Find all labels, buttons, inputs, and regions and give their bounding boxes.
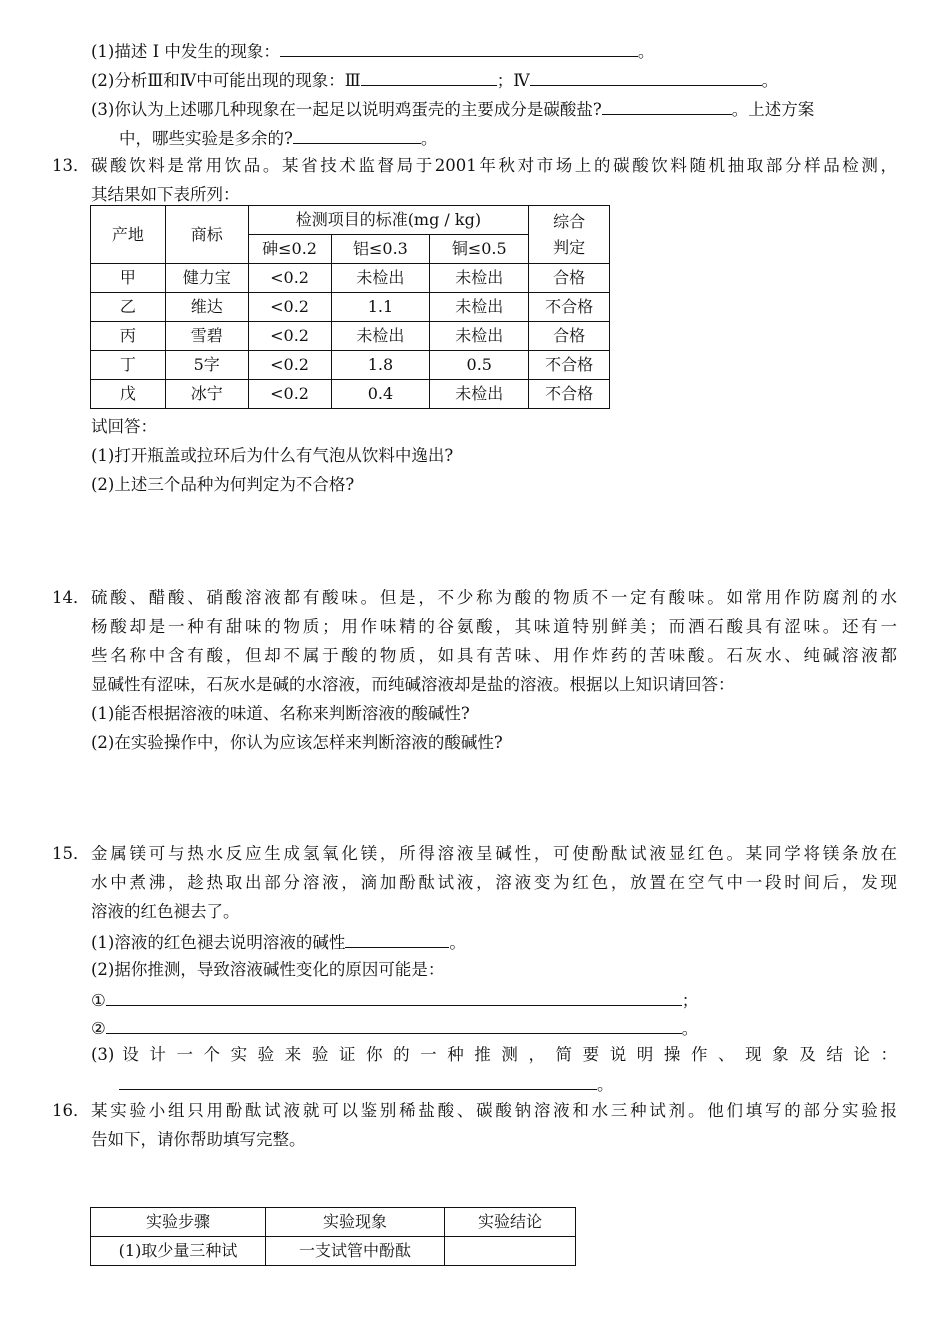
q14-stem-line1: 硫酸、醋酸、硝酸溶液都有酸味。但是，不少称为酸的物质不一定有酸味。如常用作防腐剂的水 — [91, 588, 897, 607]
q14-sub1: (1)能否根据溶液的味道、名称来判断溶液的酸碱性? — [91, 704, 470, 723]
q13-cell: 未检出 — [430, 380, 529, 409]
q13-sub2: (2)上述三个品种为何判定为不合格? — [91, 475, 355, 494]
q13-cell: 1.1 — [331, 293, 430, 322]
q13-cell: 冰宁 — [165, 380, 248, 409]
q16-table — [90, 1207, 576, 1266]
q15-sub3-end: 。 — [597, 1075, 614, 1094]
q13-stem-line1: 碳酸饮料是常用饮品。某省技术监督局于2001年秋对市场上的碳酸饮料随机抽取部分样品检测， — [91, 156, 897, 175]
q14-stem-line4: 显碱性有涩味，石灰水是碱的水溶液，而纯碱溶液却是盐的溶液。根据以上知识请回答： — [91, 675, 735, 694]
q12-sub2-blank-iv[interactable] — [530, 65, 762, 86]
q15-sub2: (2)据你推测，导致溶液碱性变化的原因可能是： — [91, 960, 445, 979]
q13-cell: 丙 — [91, 322, 166, 351]
q13-cell: 不合格 — [529, 293, 610, 322]
q15-item2 — [91, 1013, 698, 1043]
q13-cell: 1.8 — [331, 351, 430, 380]
q12-sub3-text: (3)你认为上述哪几种现象在一起足以说明鸡蛋壳的主要成分是碳酸盐? — [91, 100, 602, 119]
q14-sub2: (2)在实验操作中，你认为应该怎样来判断溶液的酸碱性? — [91, 733, 503, 752]
q13-th-judge-2: 判定 — [553, 237, 586, 257]
q13-th-standard: 检测项目的标准(mg / kg) — [248, 206, 529, 235]
q15-item1-mark: ① — [91, 991, 106, 1010]
q13-cell: 雪碧 — [165, 322, 248, 351]
q13-cell: <0.2 — [248, 293, 331, 322]
q12-sub3-blank1[interactable] — [602, 94, 732, 115]
q16-cell-conclusion1[interactable] — [445, 1237, 576, 1266]
q12-sub2-sep: ；Ⅳ — [496, 71, 530, 90]
q13-sub1: (1)打开瓶盖或拉环后为什么有气泡从饮料中逸出? — [91, 446, 454, 465]
q12-sub1-blank[interactable] — [280, 36, 638, 57]
q15-sub1-end: 。 — [449, 933, 466, 952]
q13-cell: 未检出 — [430, 322, 529, 351]
q13-th-judge — [529, 206, 610, 264]
q13-cell: <0.2 — [248, 380, 331, 409]
q12-sub2-blank-iii[interactable] — [361, 65, 497, 86]
table-row — [91, 264, 610, 293]
q13-th-origin: 产地 — [91, 206, 166, 264]
q15-stem-line1: 金属镁可与热水反应生成氢氧化镁，所得溶液呈碱性，可使酚酞试液显红色。某同学将镁条放在 — [91, 844, 897, 863]
q15-sub3-answer — [119, 1069, 614, 1099]
q13-cell: 乙 — [91, 293, 166, 322]
q15-sub3-blank[interactable] — [119, 1069, 597, 1090]
q12-sub3-line2-text: 中，哪些实验是多余的? — [119, 129, 293, 148]
q12-sub2-end: 。 — [761, 71, 779, 90]
q16-stem-line1: 某实验小组只用酚酞试液就可以鉴别稀盐酸、碳酸钠溶液和水三种试剂。他们填写的部分实验报 — [91, 1101, 897, 1120]
q16-number: 16． — [52, 1101, 90, 1120]
q13-th-arsenic: 砷≤0.2 — [248, 235, 331, 264]
q15-sub1 — [91, 927, 466, 957]
q12-sub3-blank2[interactable] — [293, 123, 421, 144]
q13-cell: 0.5 — [430, 351, 529, 380]
q15-sub1-text: (1)溶液的红色褪去说明溶液的碱性 — [91, 933, 346, 952]
q14-stem-line3: 些名称中含有酸，但却不属于酸的物质，如具有苦味、用作炸药的苦味酸。石灰水、纯碱溶液都 — [91, 646, 897, 665]
q12-sub3-line2-end: 。 — [420, 129, 438, 148]
q16-cell-step1: (1)取少量三种试 — [91, 1237, 266, 1266]
q14-number: 14． — [52, 588, 90, 607]
table-row — [91, 351, 610, 380]
q15-item2-mark: ② — [91, 1019, 106, 1038]
q13-cell: 合格 — [529, 322, 610, 351]
q15-item2-end: 。 — [681, 1019, 699, 1038]
table-row — [91, 380, 610, 409]
q13-cell: 未检出 — [331, 264, 430, 293]
q12-sub3-line2 — [119, 123, 437, 153]
q13-cell: <0.2 — [248, 322, 331, 351]
q15-item1-end: ； — [681, 991, 699, 1010]
table-row — [91, 293, 610, 322]
q12-sub1 — [91, 36, 654, 66]
q15-item1 — [91, 985, 698, 1015]
q13-th-aluminum: 铝≤0.3 — [331, 235, 430, 264]
q12-sub3-line1 — [91, 94, 814, 124]
q13-cell: 不合格 — [529, 380, 610, 409]
q12-sub3-line1-end: 。上述方案 — [731, 100, 815, 119]
q16-cell-phenomenon1: 一支试管中酚酞 — [266, 1237, 445, 1266]
q13-cell: 未检出 — [331, 322, 430, 351]
q15-item1-blank[interactable] — [106, 985, 682, 1006]
q13-answer-prompt: 试回答： — [91, 417, 157, 436]
q15-stem-line2: 水中煮沸，趁热取出部分溶液，滴加酚酞试液，溶液变为红色，放置在空气中一段时间后，发现 — [91, 873, 897, 892]
q13-cell: 5字 — [165, 351, 248, 380]
q12-sub2-text: (2)分析Ⅲ和Ⅳ中可能出现的现象：Ⅲ — [91, 71, 361, 90]
table-row — [91, 1237, 576, 1266]
q12-sub1-text: (1)描述 I 中发生的现象： — [91, 42, 280, 61]
q14-stem-line2: 杨酸却是一种有甜味的物质；用作味精的谷氨酸，其味道特别鲜美；而酒石酸具有涩味。还有一 — [91, 617, 897, 636]
q13-cell: 不合格 — [529, 351, 610, 380]
q16-th-conclusion: 实验结论 — [445, 1208, 576, 1237]
q13-th-copper: 铜≤0.5 — [430, 235, 529, 264]
q13-cell: <0.2 — [248, 351, 331, 380]
q15-number: 15． — [52, 844, 90, 863]
q16-th-phenomena: 实验现象 — [266, 1208, 445, 1237]
q15-sub3: (3) 设 计 一 个 实 验 来 验 证 你 的 一 种 推 测 ， 简 要 说 明 操 作 、 现 象 及 结 论 ： — [91, 1045, 897, 1064]
q13-cell: 健力宝 — [165, 264, 248, 293]
q15-item2-blank[interactable] — [106, 1013, 682, 1034]
q13-cell: 合格 — [529, 264, 610, 293]
q13-table — [90, 205, 610, 409]
q13-cell: 未检出 — [430, 293, 529, 322]
q13-stem-line2: 其结果如下表所列： — [91, 185, 240, 204]
q15-stem-line3: 溶液的红色褪去了。 — [91, 902, 240, 921]
q13-cell: 丁 — [91, 351, 166, 380]
q13-cell: 0.4 — [331, 380, 430, 409]
q13-number: 13． — [52, 156, 90, 175]
q12-sub1-end: 。 — [637, 42, 655, 61]
q15-sub1-blank[interactable] — [345, 927, 449, 948]
q13-th-brand: 商标 — [165, 206, 248, 264]
q13-cell: 甲 — [91, 264, 166, 293]
q13-th-judge-1: 综合 — [553, 211, 586, 231]
q16-stem-line2: 告如下，请你帮助填写完整。 — [91, 1130, 306, 1149]
q13-cell: 维达 — [165, 293, 248, 322]
q13-cell: <0.2 — [248, 264, 331, 293]
table-row — [91, 322, 610, 351]
q16-th-steps: 实验步骤 — [91, 1208, 266, 1237]
q12-sub2 — [91, 65, 778, 95]
q13-cell: 戊 — [91, 380, 166, 409]
q13-cell: 未检出 — [430, 264, 529, 293]
